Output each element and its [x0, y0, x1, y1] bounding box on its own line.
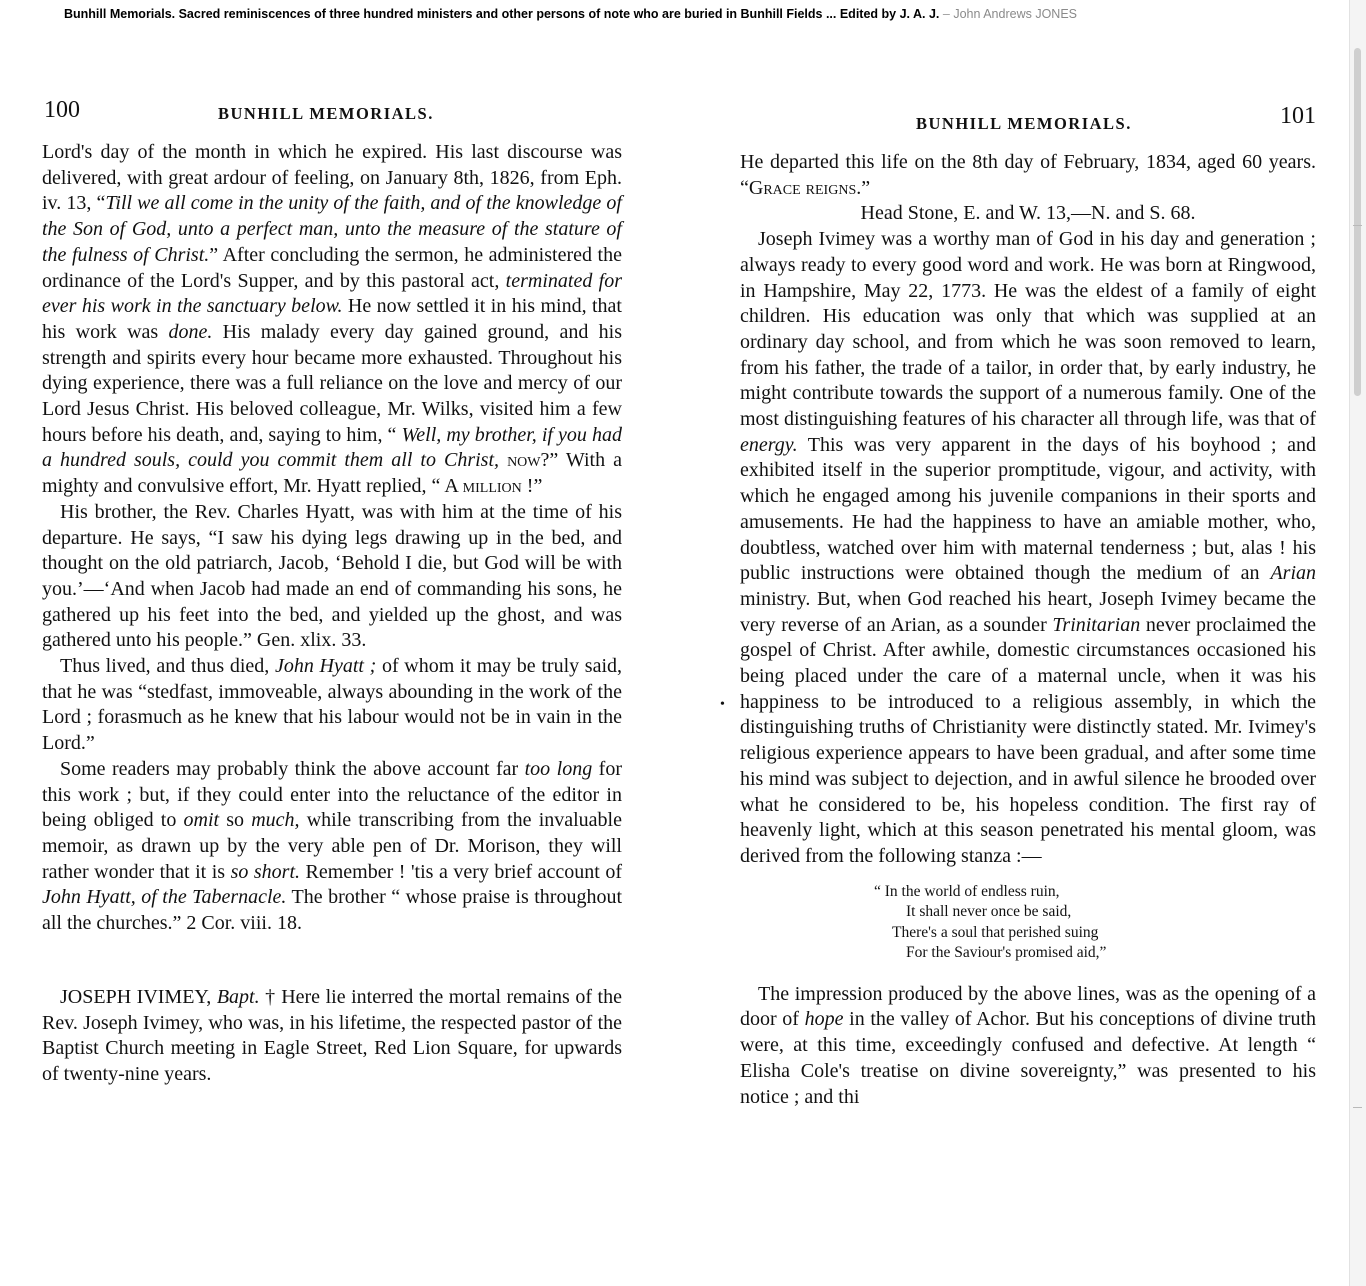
scrollbar-tick — [1353, 1107, 1362, 1108]
page-number: 101 — [1280, 103, 1316, 129]
paragraph: JOSEPH IVIMEY, Bapt. † Here lie interred the mortal remains of the Rev. Joseph Ivimey, who was, in his lifetime, the respected pastor of the Baptist Church meeting in Eagle Street, Red Lion Square, for upwards of twenty-nine years. — [42, 985, 622, 1085]
scrollbar-thumb[interactable] — [1354, 48, 1361, 396]
page-text-right — [740, 150, 1316, 1110]
paragraph: His brother, the Rev. Charles Hyatt, was with him at the time of his departure. He says, “I saw his dying legs drawing up in the bed, and thought on the old patriarch, Jacob, ‘Behold I die, but God will be with you.’—‘And when Jacob had made an end of commanding his sons, he gathered up his feet into the bed, and yielded up the ghost, and was gathered unto his people.” Gen. xlix. 33. — [42, 500, 622, 652]
poem-line: There's a soul that perished suing — [892, 923, 1099, 941]
scrollbar-tick — [1353, 225, 1362, 226]
poem-line: For the Saviour's promised aid,” — [906, 944, 1107, 962]
section-gap — [42, 937, 622, 985]
section-gap — [740, 964, 1316, 982]
paragraph: He departed this life on the 8th day of February, 1834, aged 60 years. “Grace reigns.” — [740, 151, 1316, 199]
top-title-bar — [0, 0, 1350, 30]
paragraph: Thus lived, and thus died, John Hyatt ; of whom it may be truly said, that he was “stedfast, immoveable, always abounding in the work of the Lord ; forasmuch as he knew that his labour would not be in vain in the Lord.” — [42, 655, 623, 755]
headstone-line: Head Stone, E. and W. 13,—N. and S. 68. — [860, 202, 1196, 225]
poem-stanza — [740, 882, 1316, 964]
author-link[interactable]: John Andrews JONES — [953, 7, 1077, 21]
poem-line: “ In the world of endless ruin, — [874, 882, 1060, 900]
paragraph: Lord's day of the month in which he expired. His last discourse was delivered, with great ardour of feeling, on January 8th, 1826, from Eph. iv. 13, “Till we all come in the unity of the faith, and of the knowledge of the Son of God, unto a perfect man, unto the measure of the stature of the fulness of Christ.” After concluding the sermon, he administered the ordinance of the Lord's Supper, and by this pastoral act, terminated for ever his work in the sanctuary below. He now settled it in his mind, that his work was done. His malady every day gained ground, and his strength and spirits every hour became more exhausted. Throughout his dying experience, there was a full reliance on the love and mercy of our Lord Jesus Christ. His beloved colleague, Mr. Wilks, visited him a few hours before his death, and, saying to him, “ Well, my brother, if you had a hundred souls, could you commit them all to Christ, now?” With a mighty and convulsive effort, Mr. Hyatt replied, “ A million !” — [42, 141, 623, 498]
book-title: Bunhill Memorials. Sacred reminiscences of three hundred ministers and other persons of note who are buried in Bunhill Fields ... Edited by J. A. J. – John Andrews JONES — [64, 7, 1077, 21]
page-text-left — [42, 140, 622, 1088]
margin-mark: • — [720, 697, 725, 712]
running-head: BUNHILL MEMORIALS. — [916, 114, 1132, 133]
poem-line: It shall never once be said, — [906, 903, 1072, 921]
paragraph: The impression produced by the above lines, was as the opening of a door of hope in the valley of Achor. But his conceptions of divine truth were, at this time, exceedingly confused and defective. At length “ Elisha Cole's treatise on divine sovereignty,” was presented to his notice ; and thi — [740, 982, 1316, 1108]
vertical-scrollbar[interactable] — [1349, 0, 1366, 1286]
paragraph: Some readers may probably think the above account far too long for this work ; but, if they could enter into the reluctance of the editor in being obliged to omit so much, while transcribing from the invaluable memoir, as drawn up by the very able pen of Dr. Morison, they will rather wonder that it is so short. Remember ! 'tis a very brief account of John Hyatt, of the Tabernacle. The brother “ whose praise is throughout all the churches.” 2 Cor. viii. 18. — [42, 757, 622, 935]
paragraph: Joseph Ivimey was a worthy man of God in his day and generation ; always ready to every good word and work. He was born at Ringwood, in Hampshire, May 22, 1773. He was the eldest of a family of eight children. His education was only that which was supplied at an ordinary day school, and from which he was soon removed to learn, from his father, the trade of a tailor, in order that, by early industry, he might contribute towards the support of a numerous family. One of the most distinguishing features of his character all through life, was that of energy. This was very apparent in the days of his boyhood ; and exhibited itself in the superior promptitude, vigour, and activity, with which he engaged among his juvenile companions in their sports and amusements. He had the happiness to have an amiable mother, who, doubtless, watched over him with maternal tenderness ; but, alas ! his public instructions were obtained though the medium of an Arian ministry. But, when God reached his heart, Joseph Ivimey became the very reverse of an Arian, as a sounder Trinitarian never proclaimed the gospel of Christ. After awhile, domestic circumstances occasioned his being placed under the care of a maternal uncle, when it was his happiness to be introduced to a religious assembly, in which the distinguishing truths of Christianity were distinctly stated. Mr. Ivimey's religious experience appears to have been gradual, and after some time his mind was subject to dejection, and in awful silence he brooded over what he considered to be, his hopeless condition. The first ray of heavenly light, which at this season penetrated his mental gloom, was derived from the following stanza :— — [740, 228, 1316, 867]
page-number: 100 — [44, 97, 80, 123]
running-head: BUNHILL MEMORIALS. — [218, 104, 434, 123]
